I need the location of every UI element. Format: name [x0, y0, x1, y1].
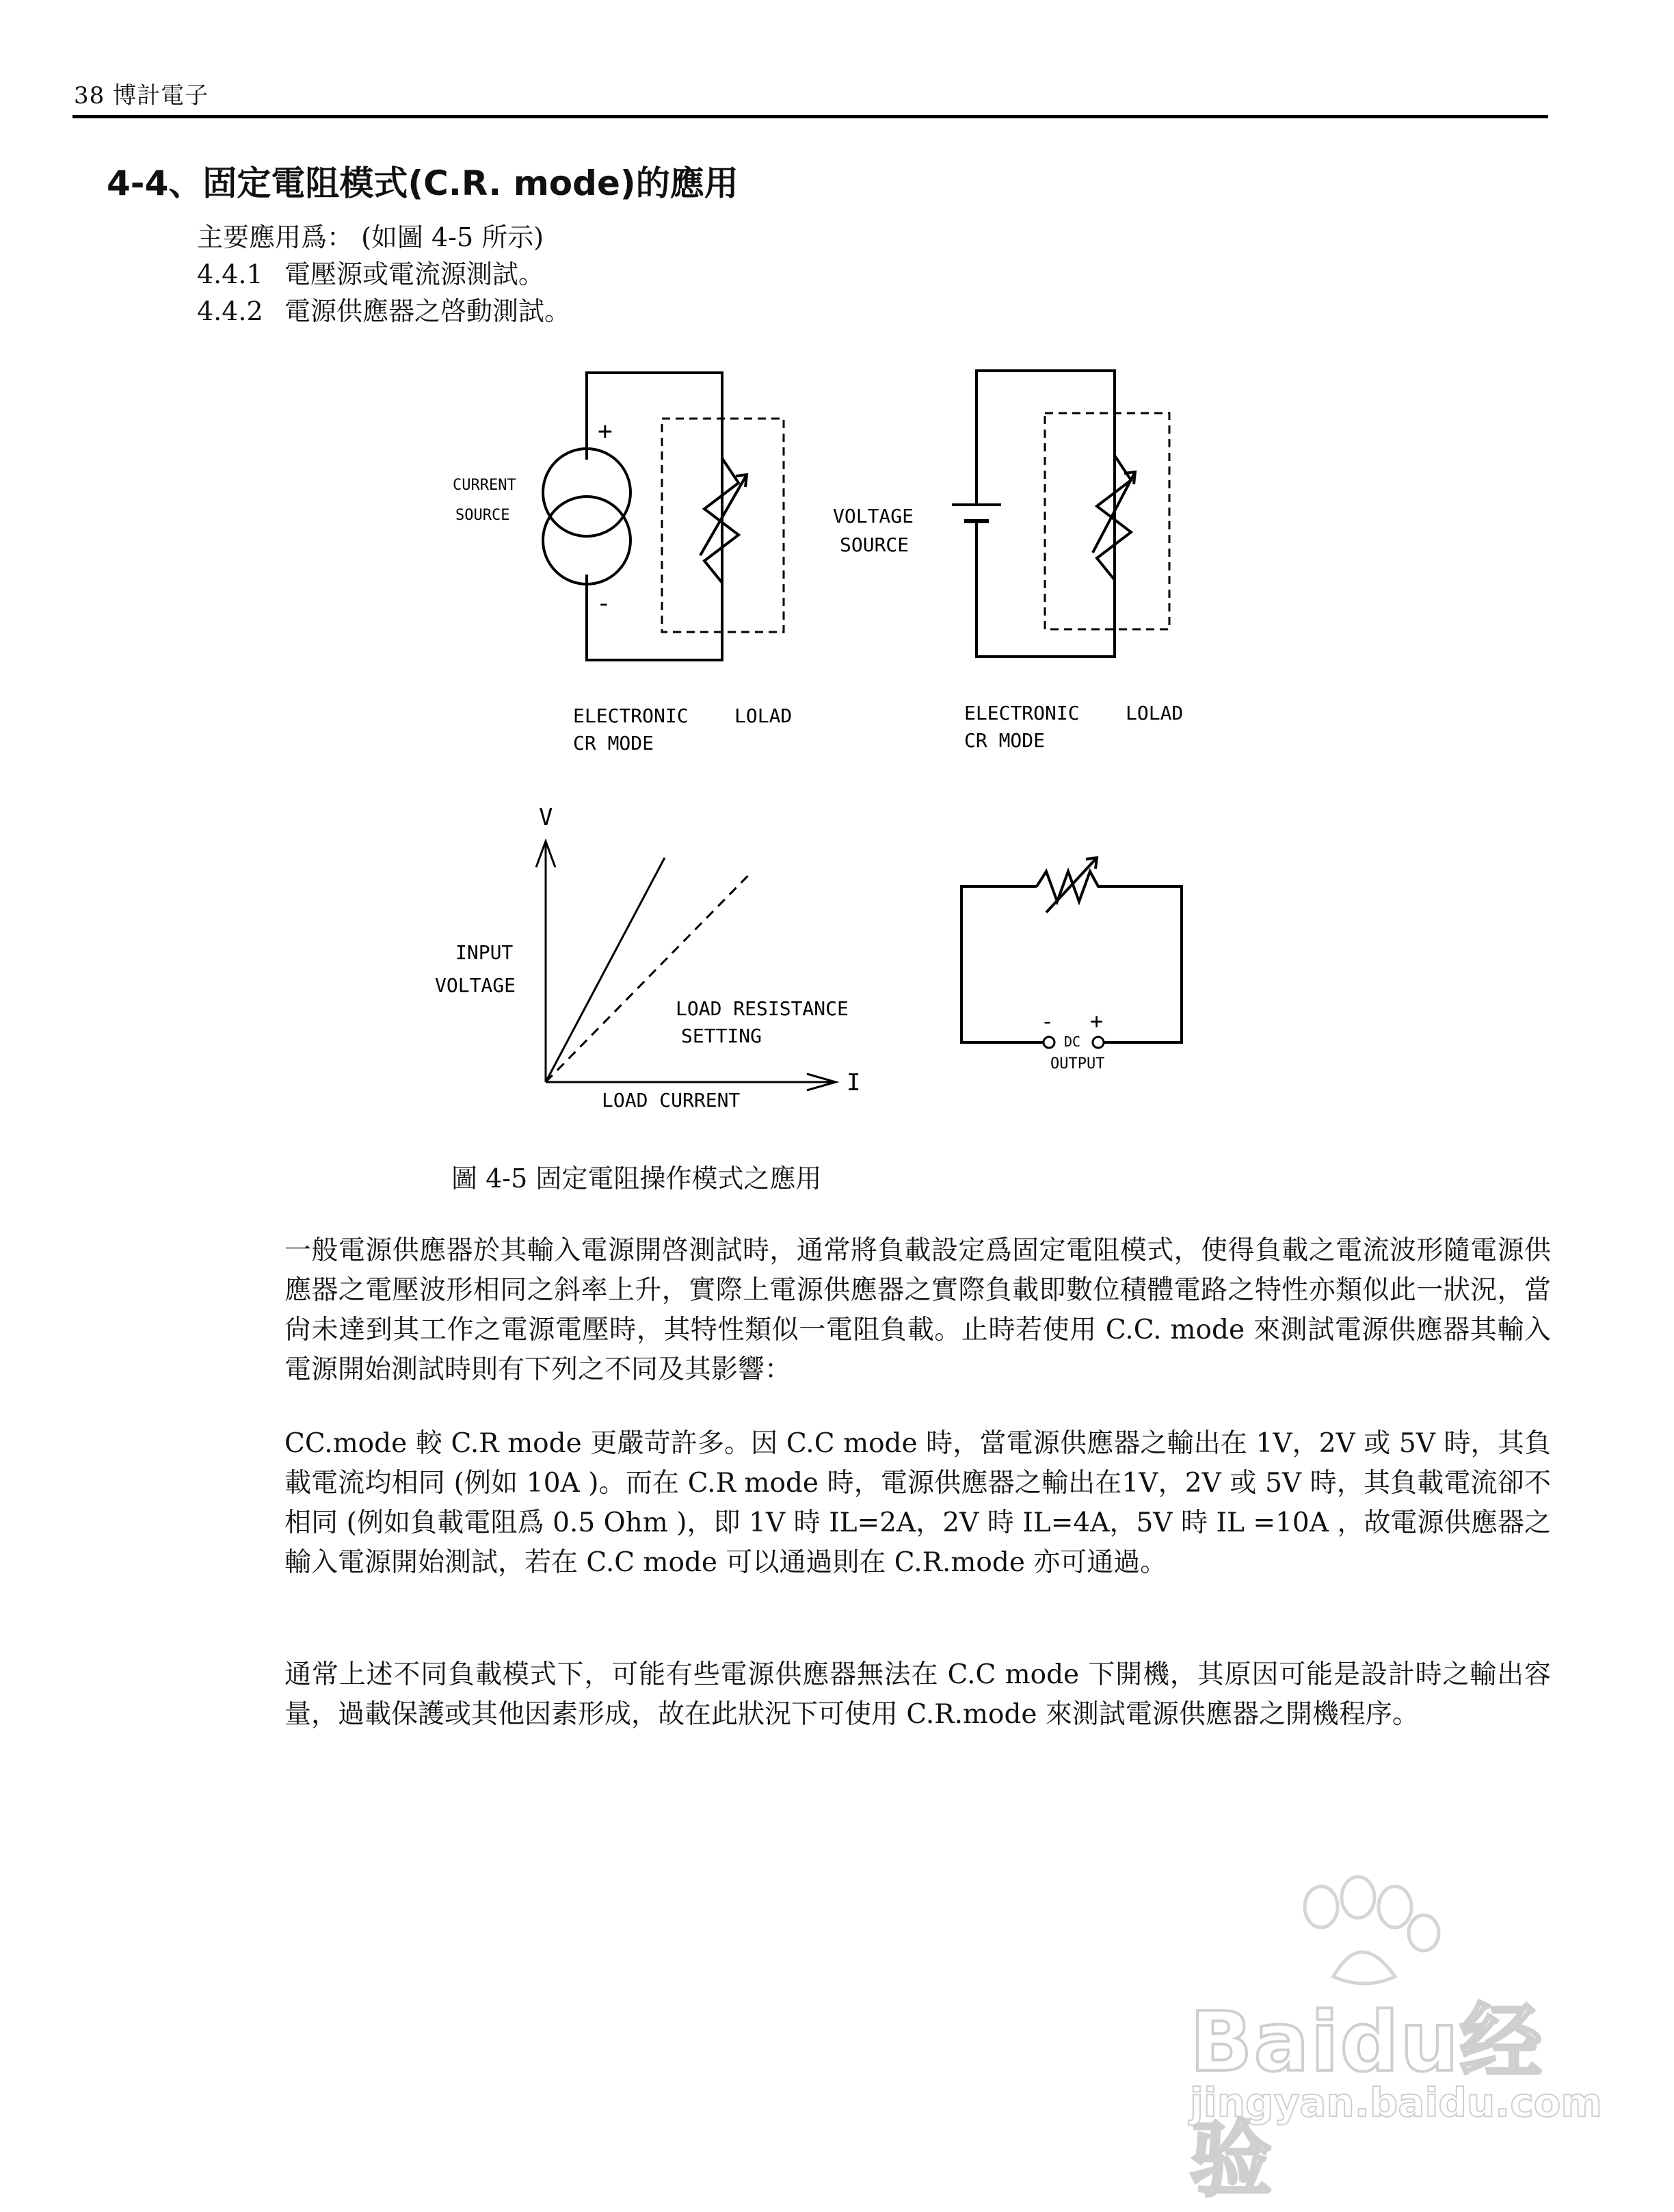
intro-item-number: 4.4.1 — [197, 259, 263, 289]
graph-x-axis-label: I — [847, 1069, 861, 1096]
graph-y-axis-label: V — [539, 804, 553, 831]
intro-item-number: 4.4.2 — [197, 296, 263, 326]
dc-plus-label: + — [1090, 1008, 1104, 1034]
dc-terminal-minus — [1044, 1037, 1054, 1048]
voltage-source-label-1: VOLTAGE — [833, 505, 914, 527]
dc-output-circuit — [961, 858, 1182, 1048]
solid-load-line — [546, 858, 665, 1082]
graph-load-current-label: LOAD CURRENT — [602, 1089, 741, 1111]
intro-lead: 主要應用爲： (如圖 4-5 所示) — [197, 222, 544, 252]
dc-minus-label: - — [1041, 1008, 1054, 1034]
current-load-label-2: CR MODE — [573, 732, 654, 754]
voltage-load-label-2: CR MODE — [964, 729, 1046, 752]
current-source-circuit — [543, 373, 784, 660]
variable-resistor-arrow — [1046, 858, 1097, 912]
current-source-label-1: CURRENT — [453, 477, 516, 494]
current-source-minus: - — [596, 590, 611, 618]
current-load-label-1: ELECTRONIC LOLAD — [573, 705, 793, 727]
intro-item-text: 電源供應器之啓動測試。 — [284, 296, 571, 326]
electronic-load-box — [1045, 413, 1169, 629]
page-header: 38 博計電子 — [74, 82, 209, 109]
circuit-wire-left — [961, 886, 1044, 1042]
graph-input-label-2: VOLTAGE — [435, 974, 516, 997]
watermark-url: jingyan.baidu.com — [1190, 2079, 1602, 2126]
current-source-plus: + — [598, 417, 613, 445]
voltage-source-label-2: SOURCE — [840, 534, 909, 556]
intro-item-text: 電壓源或電流源測試。 — [284, 259, 545, 289]
graph-resistance-label-1: LOAD RESISTANCE — [676, 997, 849, 1020]
paw-logo-icon — [1162, 1874, 1573, 1990]
output-label: OUTPUT — [1050, 1055, 1105, 1072]
baidu-watermark — [1162, 1874, 1602, 2208]
body-paragraph: 通常上述不同負載模式下，可能有些電源供應器無法在 C.C mode 下開機，其原因可能是設計時之輸出容量，過載保護或其他因素形成，故在此狀況下可使用 C.R.mode 來測試電源供應器之開機程序。 — [284, 1659, 1551, 1730]
dc-terminal-plus — [1093, 1037, 1104, 1048]
circuit-wire-right — [1104, 886, 1182, 1042]
voltage-source-circuit — [952, 371, 1169, 657]
watermark-brand: Baidu经验 — [1190, 1995, 1543, 2208]
current-source-circle-top — [543, 449, 630, 536]
voltage-load-label-1: ELECTRONIC LOLAD — [964, 702, 1184, 724]
dashed-load-resistance-line — [546, 873, 751, 1082]
body-paragraph: 一般電源供應器於其輸入電源開啓測試時，通常將負載設定爲固定電阻模式，使得負載之電流波形隨電源供應器之電壓波形相同之斜率上升，實際上電源供應器之實際負載即數位積體電路之特性亦類似此一狀況，當尙未達到其工作之電源電壓時，其特性類似一電阻負載。止時若使用 C.C. mode 來測試電源供應器其輸入電源開始測試時則有下列之不同及其影響： — [284, 1235, 1551, 1385]
graph-input-label-1: INPUT — [455, 941, 514, 964]
graph-resistance-label-2: SETTING — [681, 1025, 762, 1047]
body-paragraph: CC.mode 較 C.R mode 更嚴苛許多。因 C.C mode 時，當電源供應器之輸出在 1V，2V 或 5V 時，其負載電流均相同 (例如 10A )。而在 C.R mode 時，電源供應器之輸出在1V，2V 或 5V 時，其負載電流卻不相同 (例如負載電阻爲 0.5 Ohm )，即 1V 時 IL=2A，2V 時 IL=4A，5V 時 IL =10A ，故電源供應器之輸入電源開始測試，若在 C.C mode 可以通過則在 C.R.mode 亦可通過。 — [284, 1428, 1551, 1578]
current-source-circle-bottom — [543, 497, 630, 584]
current-source-label-2: SOURCE — [455, 507, 510, 524]
dc-label: DC — [1064, 1033, 1081, 1050]
figure-caption: 圖 4-5 固定電阻操作模式之應用 — [451, 1163, 822, 1194]
section-title: 4-4、固定電阻模式(C.R. mode)的應用 — [107, 163, 739, 203]
vi-graph — [536, 841, 836, 1090]
